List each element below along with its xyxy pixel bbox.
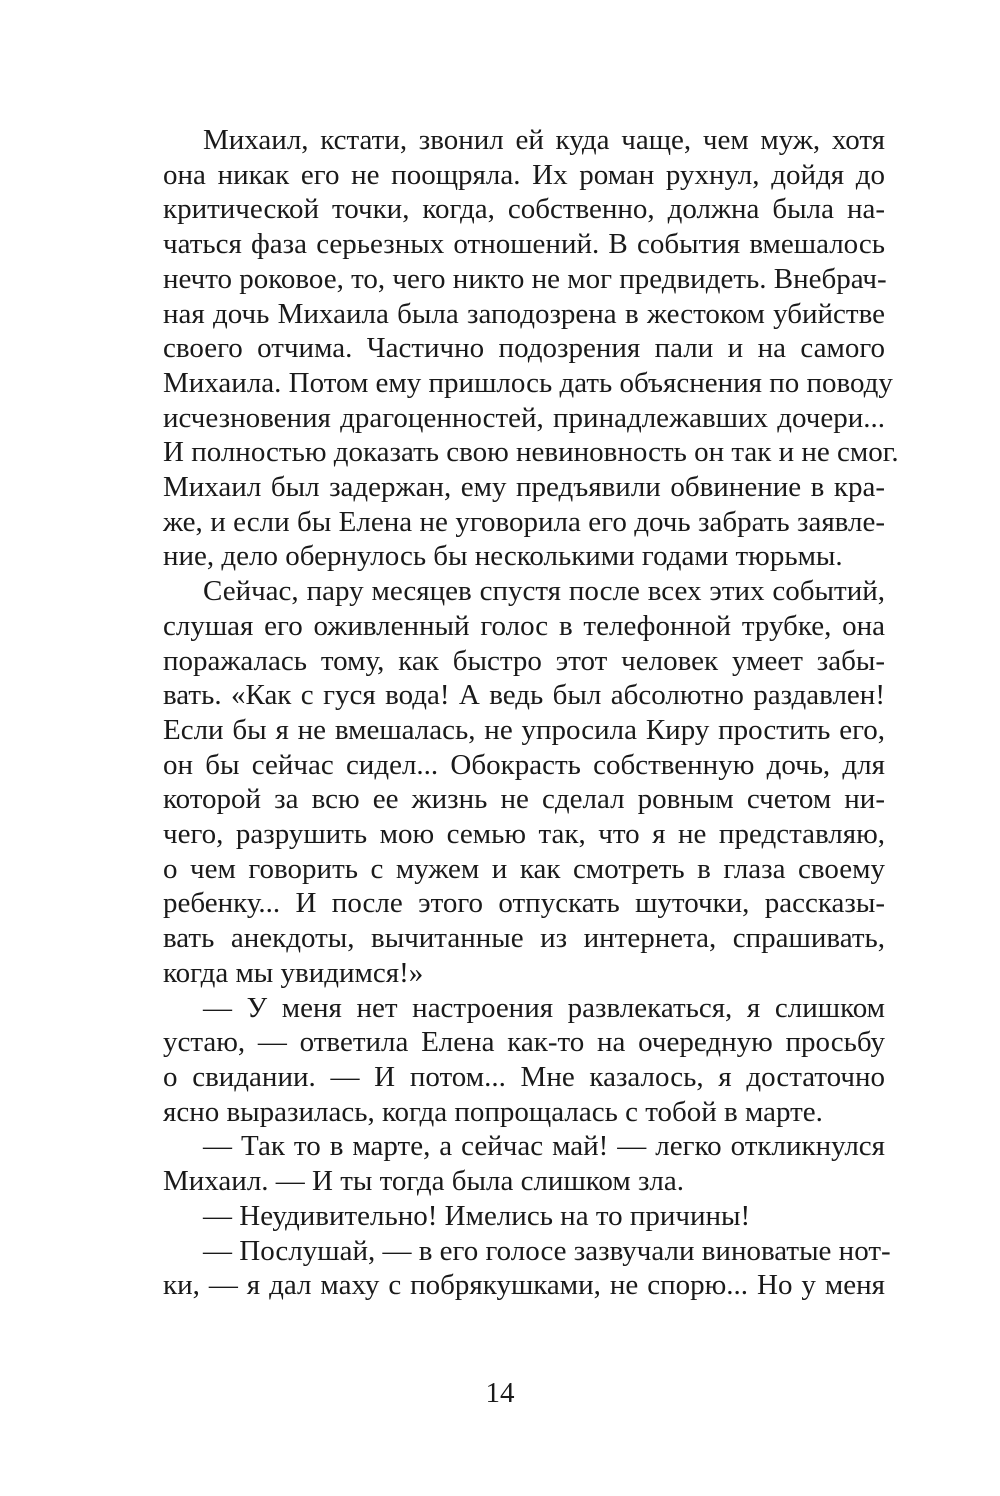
text-line: ребенку... И после этого отпускать шуточки, рассказы- (163, 887, 885, 920)
text-line: вать. «Как с гуся вода! А ведь был абсолютно раздавлен! (163, 679, 885, 712)
text-line: — У меня нет настроения развлекаться, я слишком (203, 991, 885, 1024)
text-line: же, и если бы Елена не уговорила его дочь забрать заявле- (163, 505, 885, 538)
text-line: поражалась тому, как быстро этот человек умеет забы- (163, 644, 885, 677)
text-line: вать анекдоты, вычитанные из интернета, спрашивать, (163, 922, 885, 955)
text-line: чего, разрушить мою семью так, что я не представляю, (163, 818, 885, 851)
paragraph (163, 1129, 885, 1198)
body-text (163, 123, 899, 1303)
text-line: И полностью доказать свою невиновность он так и не смог. (163, 436, 899, 469)
paragraph (163, 574, 885, 990)
text-line: своего отчима. Частично подозрения пали и на самого (163, 332, 885, 365)
text-line: Если бы я не вмешалась, не упросила Киру простить его, (163, 713, 885, 746)
text-line: ние, дело обернулось бы несколькими годами тюрьмы. (163, 540, 843, 573)
text-line: чаться фаза серьезных отношений. В события вмешалось (163, 228, 885, 261)
text-line: когда мы увидимся!» (163, 956, 424, 989)
text-line: которой за всю ее жизнь не сделал ровным счетом ни- (163, 783, 885, 816)
text-line: о чем говорить с мужем и как смотреть в глаза своему (163, 852, 885, 885)
paragraph (163, 1234, 891, 1303)
text-line: Михаила. Потом ему пришлось дать объяснения по поводу (163, 366, 893, 399)
text-line: критической точки, когда, собственно, должна была на- (163, 193, 885, 226)
text-line: Михаил был задержан, ему предъявили обвинение в кра- (163, 471, 885, 504)
text-line: она никак его не поощряла. Их роман рухнул, дойдя до (163, 158, 885, 191)
text-line: ная дочь Михаила была заподозрена в жестоком убийстве (163, 297, 885, 330)
text-line: ки, — я дал маху с побрякушками, не спорю... Но у меня (163, 1269, 885, 1302)
text-line: он бы сейчас сидел... Обокрасть собственную дочь, для (163, 748, 885, 781)
paragraph (163, 123, 899, 574)
text-line: Михаил. — И ты тогда была слишком зла. (163, 1165, 684, 1198)
text-line: Сейчас, пару месяцев спустя после всех этих событий, (203, 575, 885, 608)
paragraph (163, 1199, 885, 1234)
page-number: 14 (485, 1377, 515, 1409)
text-line: — Так то в марте, а сейчас май! — легко откликнулся (203, 1130, 885, 1163)
text-line: — Неудивительно! Имелись на то причины! (203, 1199, 751, 1232)
paragraph (163, 991, 885, 1130)
text-line: о свидании. — И потом... Мне казалось, я достаточно (163, 1060, 885, 1093)
text-line: исчезновения драгоценностей, принадлежавших дочери... (163, 401, 885, 434)
text-line: устаю, — ответила Елена как-то на очередную просьбу (163, 1026, 885, 1059)
text-line: Михаил, кстати, звонил ей куда чаще, чем муж, хотя (203, 124, 885, 156)
text-line: ясно выразилась, когда попрощалась с тобой в марте. (163, 1095, 823, 1128)
text-line: — Послушай, — в его голосе зазвучали виноватые нот- (203, 1234, 891, 1267)
text-line: слушая его оживленный голос в телефонной трубке, она (163, 609, 885, 642)
text-line: нечто роковое, то, чего никто не мог предвидеть. Внебрач- (163, 262, 887, 295)
